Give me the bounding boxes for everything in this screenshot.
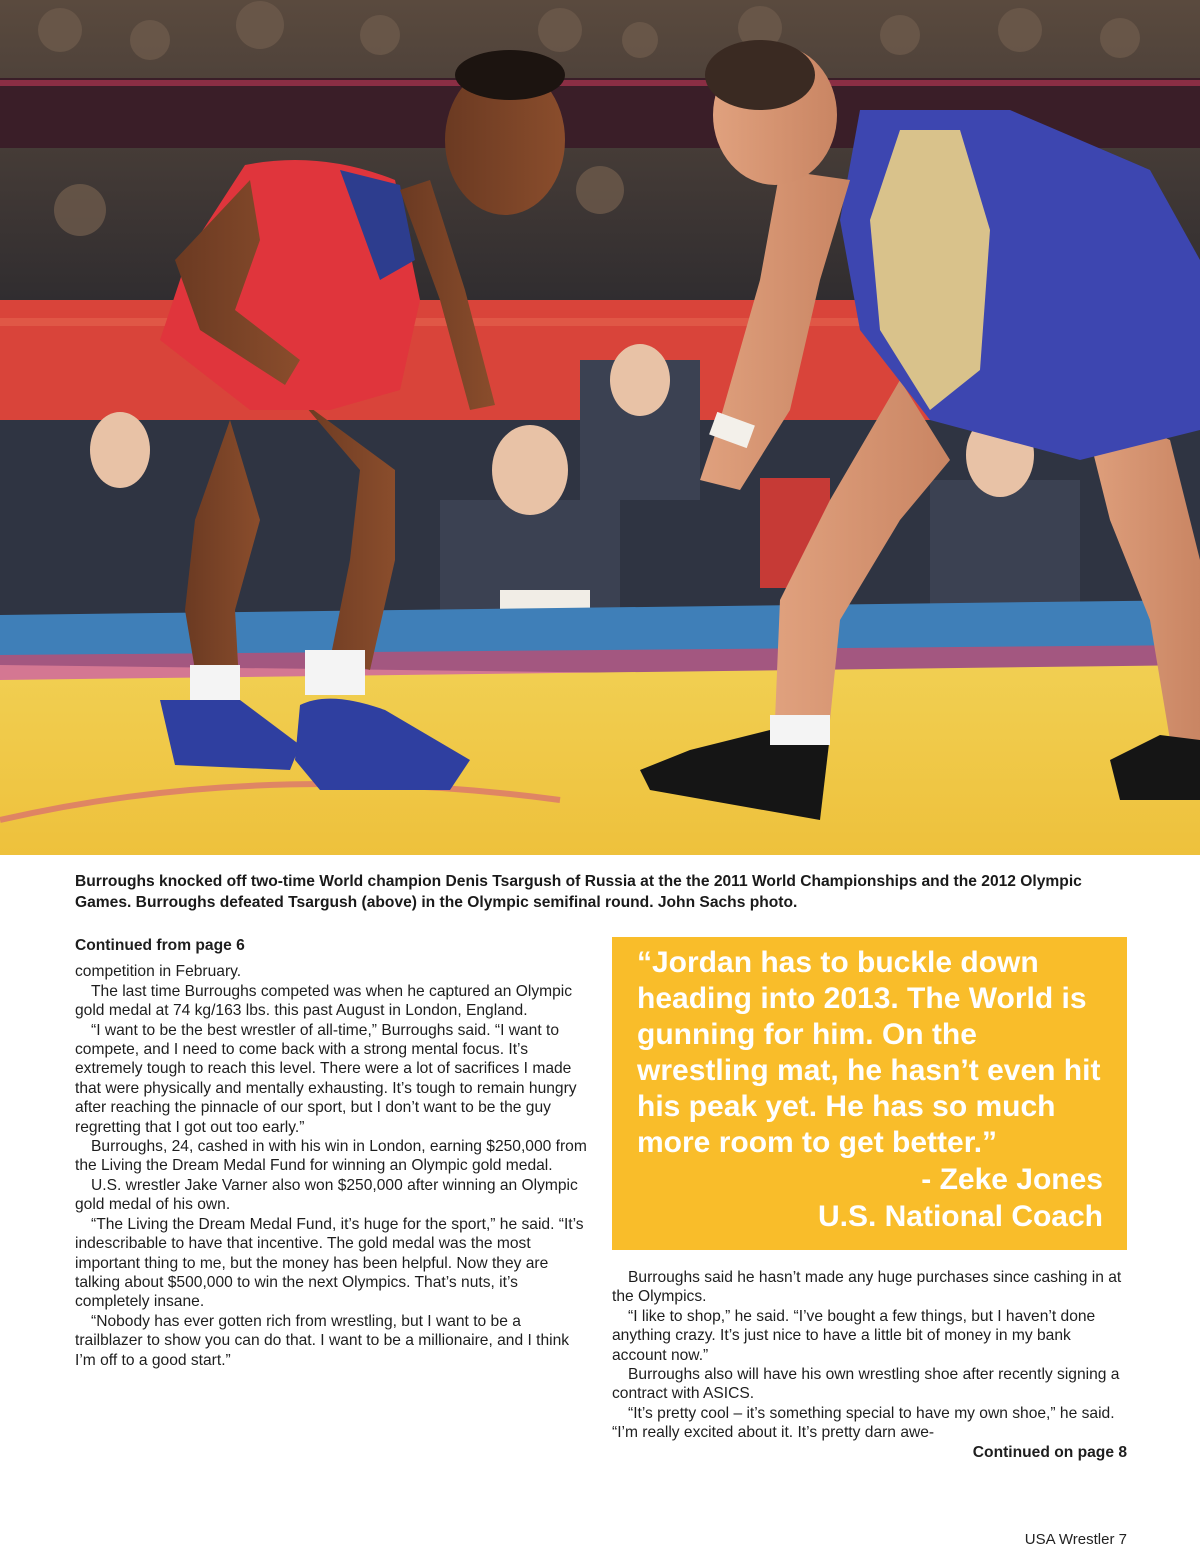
- article-left-column: [75, 936, 587, 1370]
- page-folio: USA Wrestler 7: [1024, 1531, 1127, 1548]
- article-paragraph: “It’s pretty cool – it’s something special to have my own shoe,” he said. “I’m really excited about it. It’s pretty darn awe-: [612, 1404, 1115, 1442]
- article-paragraph: Burroughs also will have his own wrestling shoe after recently signing a contract with ASICS.: [612, 1366, 1120, 1403]
- article-paragraph: “I like to shop,” he said. “I’ve bought a few things, but I haven’t done anything crazy. It’s just nice to have a little bit of money in my bank account now.”: [612, 1307, 1096, 1364]
- photo-caption: Burroughs knocked off two-time World champion Denis Tsargush of Russia at the the 2011 World Championships and the 2012 Olympic Games. Burroughs defeated Tsargush (above) in the Olympic semifinal round. John Sachs photo.: [75, 873, 1082, 911]
- article-paragraph: The last time Burroughs competed was when he captured an Olympic gold medal at 74 kg/163 lbs. this past August in London, England.: [75, 982, 573, 1020]
- pull-quote-attribution-title: U.S. National Coach: [817, 1200, 1103, 1233]
- article-right-column: [612, 1268, 1127, 1462]
- article-paragraph: Burroughs, 24, cashed in with his win in London, earning $250,000 from the Living the Dream Medal Fund for winning an Olympic gold medal.: [75, 1138, 587, 1175]
- pull-quote-text: “Jordan has to buckle down heading into 2013. The World is gunning for him. On the wrestling mat, he hasn’t even hit his peak yet. He has so much more room to get better.”: [637, 946, 1101, 1159]
- pull-quote-attribution-name: - Zeke Jones: [921, 1163, 1103, 1196]
- article-paragraph: “Nobody has ever gotten rich from wrestling, but I want to be a trailblazer to show you can do that. I want to be a millionaire, and I think I’m off to a good start.”: [75, 1312, 570, 1369]
- article-paragraph: competition in February.: [75, 963, 242, 981]
- article-paragraph: “I want to be the best wrestler of all-time,” Burroughs said. “I want to compete, and I need to come back with a strong mental focus. It’s extremely tough to reach this level. There were a lot of sacrifices I made that were physically and mentally exhausting. It’s tough to remain hungry after reaching the pinnacle of our sport, but I don’t want to be the guy regretting that I got out too early.”: [75, 1021, 577, 1136]
- continued-from-label: Continued from page 6: [75, 937, 245, 954]
- article-paragraph: U.S. wrestler Jake Varner also won $250,000 after winning an Olympic gold medal of his own.: [75, 1176, 578, 1214]
- article-paragraph: Burroughs said he hasn’t made any huge purchases since cashing in at the Olympics.: [612, 1269, 1122, 1306]
- pull-quote-box: [612, 937, 1127, 1250]
- continued-on-label: Continued on page 8: [972, 1443, 1127, 1461]
- article-paragraph: “The Living the Dream Medal Fund, it’s huge for the sport,” he said. “It’s indescribable to have that incentive. The gold medal was the most important thing to me, but the money has been helpful. Now they are talking about $500,000 to win the next Olympics. That’s nuts, it’s completely insane.: [75, 1215, 584, 1311]
